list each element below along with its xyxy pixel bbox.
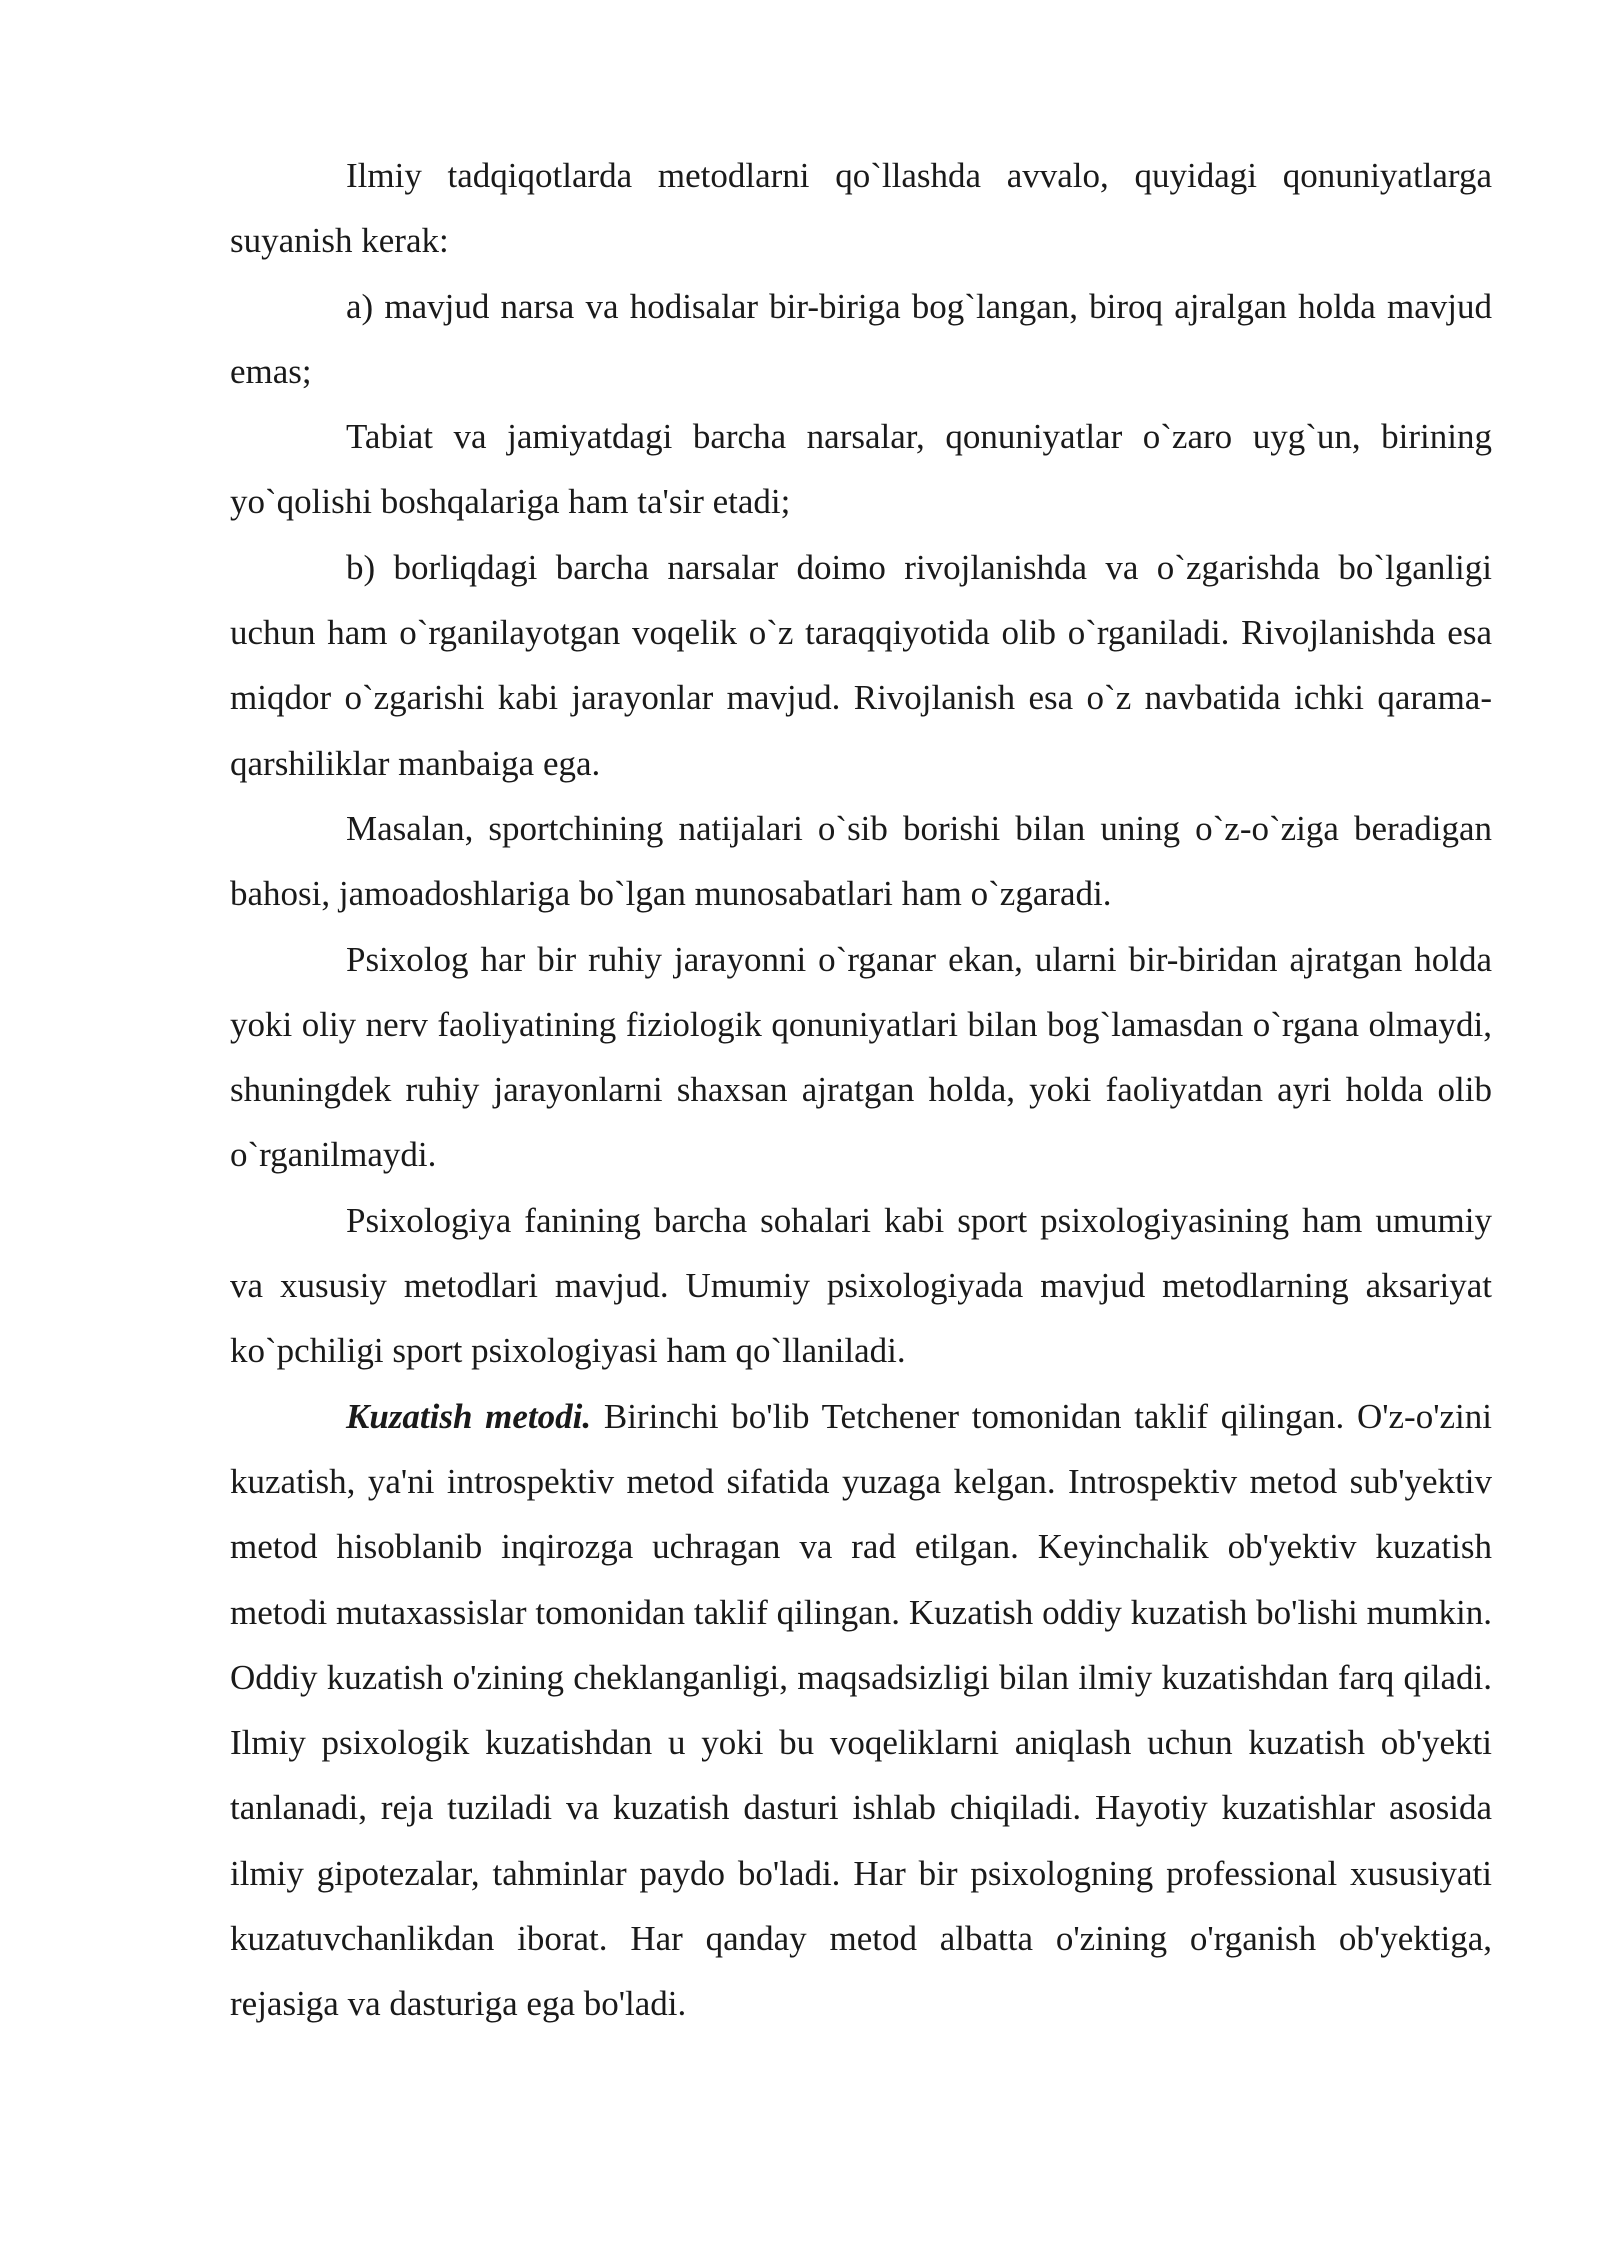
paragraph-psixolog: Psixolog har bir ruhiy jarayonni o`rganar ekan, ularni bir-biridan ajratgan holda yoki oliy nerv faoliyatining fiziologik qonuniyatlari bilan bog`lamasdan o`rgana olmaydi, shuningdek ruhiy jarayonlarni shaxsan ajratgan holda, yoki faoliyatdan ayri holda olib o`rganilmaydi. — [230, 939, 1492, 1175]
paragraph-point-a: a) mavjud narsa va hodisalar bir-biriga bog`langan, biroq ajralgan holda mavjud emas; — [230, 286, 1492, 391]
paragraph-kuzatish-metodi — [230, 1384, 1492, 2037]
kuzatish-metodi-text: Birinchi bo'lib Tetchener tomonidan taklif qilingan. O'z-o'zini kuzatish, ya'ni introspektiv metod sifatida yuzaga kelgan. Introspektiv metod sub'yektiv metod hisoblanib inqirozga uchragan va rad etilgan. Keyinchalik ob'yektiv kuzatish metodi mutaxassislar tomonidan taklif qilingan. Kuzatish oddiy kuzatish bo'lishi mumkin. Oddiy kuzatish o'zining cheklanganligi, maqsadsizligi bilan ilmiy kuzatishdan farq qiladi. Ilmiy psixologik kuzatishdan u yoki bu voqeliklarni aniqlash uchun kuzatish ob'yekti tanlanadi, reja tuziladi va kuzatish dasturi ishlab chiqiladi. Hayotiy kuzatishlar asosida ilmiy gipotezalar, tahminlar paydo bo'ladi. Har bir psixologning professional xususiyati kuzatuvchanlikdan iborat. Har qanday metod albatta o'zining o'rganish ob'yektiga, rejasiga va dasturiga ega bo'ladi. — [230, 1396, 1493, 2024]
kuzatish-metodi-heading: Kuzatish metodi. — [346, 1396, 592, 1436]
paragraph-psixologiya-fani: Psixologiya fanining barcha sohalari kabi sport psixologiyasining ham umumiy va xususiy metodlari mavjud. Umumiy psixologiyada mavjud metodlarning aksariyat ko`pchiligi sport psixologiyasi ham qo`llaniladi. — [230, 1200, 1492, 1371]
document-page — [230, 143, 1492, 2037]
paragraph-tabiat: Tabiat va jamiyatdagi barcha narsalar, qonuniyatlar o`zaro uyg`un, birining yo`qolishi boshqalariga ham ta'sir etadi; — [230, 417, 1492, 522]
paragraph-point-b: b) borliqdagi barcha narsalar doimo rivojlanishda va o`zgarishda bo`lganligi uchun ham o`rganilayotgan voqelik o`z taraqqiyotida olib o`rganiladi. Rivojlanishda esa miqdor o`zgarishi kabi jarayonlar mavjud. Rivojlanish esa o`z navbatida ichki qarama-qarshiliklar manbaiga ega. — [230, 547, 1492, 783]
paragraph-masalan: Masalan, sportchining natijalari o`sib borishi bilan uning o`z-o`ziga beradigan bahosi, jamoadoshlariga bo`lgan munosabatlari ham o`zgaradi. — [230, 808, 1492, 914]
paragraph-qonuniyatlar: Ilmiy tadqiqotlarda metodlarni qo`llashda avvalo, quyidagi qonuniyatlarga suyanish kerak: — [230, 156, 1492, 261]
